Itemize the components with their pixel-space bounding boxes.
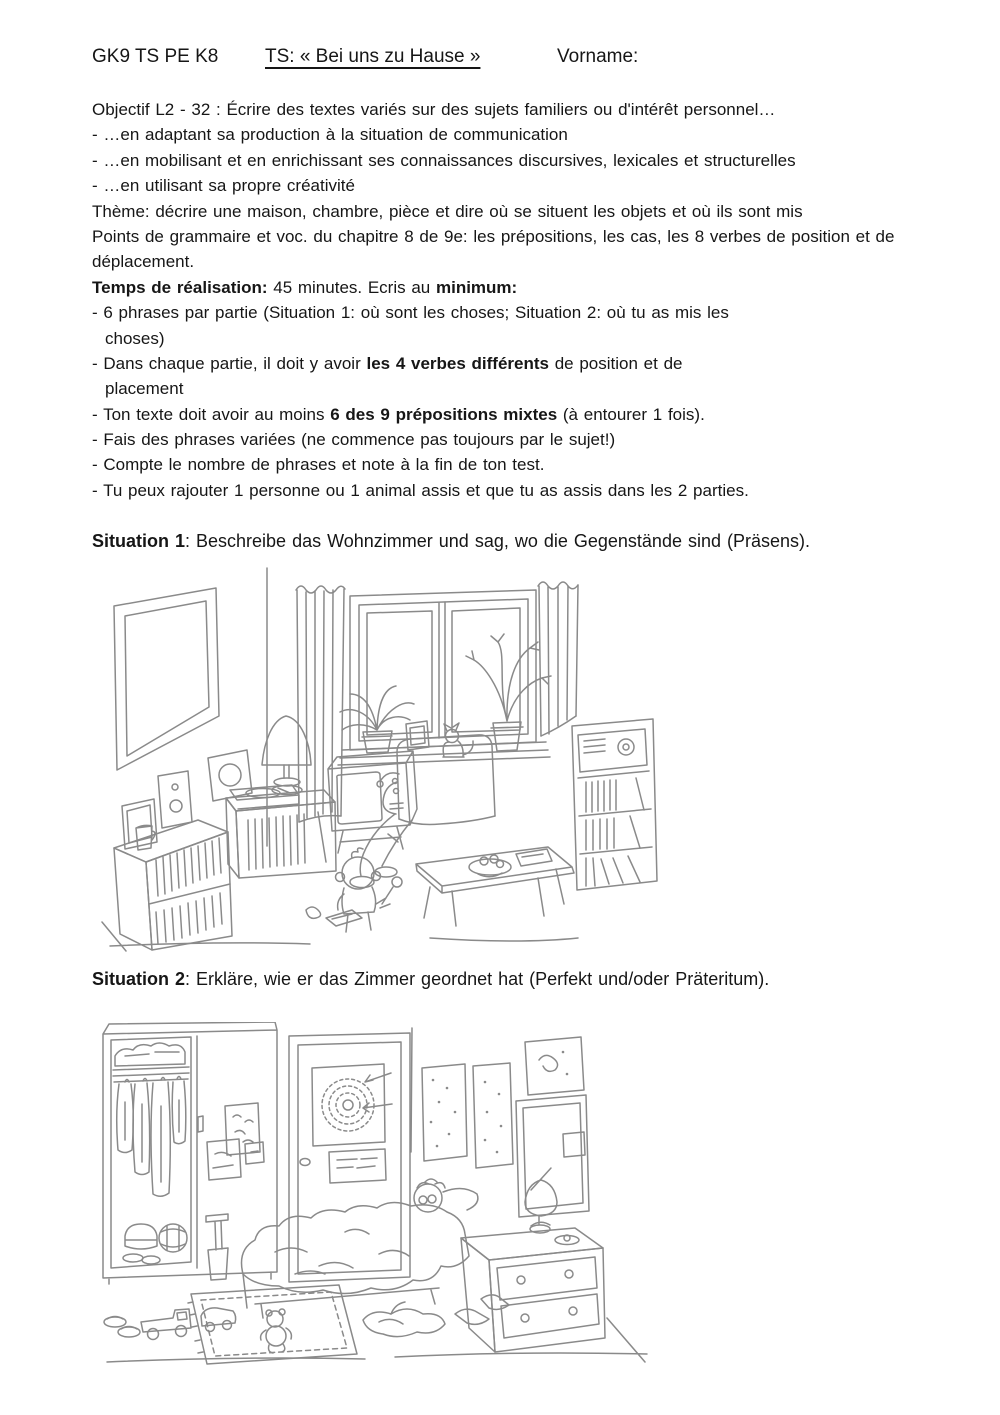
instruction-line: [92, 376, 894, 401]
instruction-line: [92, 427, 894, 452]
text-segment: 45 minutes. Ecris au: [267, 277, 436, 297]
text-segment: - Ton texte doit avoir au moins: [92, 404, 331, 424]
text-segment: - 6 phrases par partie (Situation 1: où sont les choses; Situation 2: où tu as mis les: [92, 303, 729, 323]
bookshelf-right: [572, 719, 657, 890]
star-posters: [422, 1063, 513, 1168]
spider-plant: [340, 686, 414, 753]
text-segment: Temps de réalisation:: [92, 277, 268, 297]
low-bookshelf-left: [114, 820, 232, 950]
floor-lines: [107, 1318, 647, 1362]
grammar-points-line: [92, 224, 894, 249]
situation2-heading: [92, 969, 769, 990]
text-segment: - Fais des phrases variées (ne commence pas toujours par le sujet!): [92, 430, 616, 450]
floor-toys: [306, 877, 402, 926]
sleeping-person: [414, 1179, 478, 1212]
theme-line: [92, 199, 894, 224]
clothes-pile: [363, 1302, 445, 1337]
text-segment: placement: [105, 379, 184, 399]
text-segment: - Dans chaque partie, il doit y avoir: [92, 353, 367, 373]
vorname-label: Vorname:: [557, 46, 639, 67]
objectif-bullet: [92, 173, 894, 198]
messy-bed: [242, 1202, 470, 1318]
text-segment: 6 des 9 prépositions mixtes: [330, 404, 558, 424]
instruction-line: [92, 402, 894, 427]
text-segment: (à entourer 1 fois).: [557, 404, 705, 424]
situation1-text: : Beschreibe das Wohnzimmer und sag, wo die Gegenstände sind (Präsens).: [185, 531, 811, 551]
situation1-heading: [92, 531, 810, 552]
slippers: [104, 1317, 140, 1338]
wall-sketch: [525, 1037, 584, 1095]
instruction-line: [92, 351, 894, 376]
text-segment: minimum:: [435, 277, 518, 297]
text-segment: - …en adaptant sa production à la situation de communication: [92, 125, 568, 145]
text-segment: - …en utilisant sa propre créativité: [92, 176, 355, 196]
teddy-bear: [261, 1309, 292, 1353]
bedroom-illustration: [95, 1022, 660, 1370]
toy-car: [201, 1308, 236, 1332]
table-lamp: [262, 716, 311, 795]
potted-plant: [466, 634, 551, 751]
situation2-label: Situation 2: [92, 969, 186, 989]
record-player-cabinet: [226, 785, 336, 878]
toy-truck: [141, 1309, 191, 1340]
wall-corner: [411, 1028, 412, 1152]
text-segment: de position et de: [549, 353, 683, 373]
situation2-text: : Erkläre, wie er das Zimmer geordnet hat (Perfekt und/oder Präteritum).: [185, 969, 770, 989]
text-segment: Thème: décrire une maison, chambre, pièce et dire où se situent les objets et où ils sont mis: [92, 201, 803, 221]
text-segment: Points de grammaire et voc. du chapitre 8 de 9e: les prépositions, les cas, les 8 verbes de position et de: [92, 226, 895, 246]
instruction-line: [92, 452, 894, 477]
speaker: [158, 771, 192, 828]
instruction-line: [92, 300, 894, 325]
test-title: TS: « Bei uns zu Hause »: [265, 46, 481, 67]
posters-on-wardrobe-door: [207, 1103, 264, 1180]
sneakers: [455, 1295, 509, 1324]
course-code: GK9 TS PE K8: [92, 46, 219, 67]
curtain-right: [538, 582, 578, 736]
door: [289, 1033, 410, 1282]
objectif-bullet: [92, 122, 894, 147]
coffee-table: [416, 847, 574, 926]
picture-frame: [114, 588, 219, 770]
mirror: [516, 1095, 589, 1217]
dartboard-poster: [312, 1064, 392, 1146]
text-segment: déplacement.: [92, 252, 195, 272]
time-requirement-line: [92, 275, 894, 300]
instruction-line: [92, 478, 894, 503]
objectif-bullet: [92, 148, 894, 173]
text-segment: - Tu peux rajouter 1 personne ou 1 animal assis et que tu as assis dans les 2 parties.: [92, 480, 749, 500]
nightstand: [461, 1228, 605, 1352]
text-segment: - …en mobilisant et en enrichissant ses connaissances discursives, lexicales et structurelles: [92, 150, 796, 170]
text-segment: choses): [105, 328, 165, 348]
sill-photo-frame: [406, 721, 429, 750]
instructions-block: [92, 97, 894, 503]
text-segment: Objectif L2 - 32 : Écrire des textes variés sur des sujets familiers ou d'intérêt personnel…: [92, 100, 776, 119]
objectif-intro: [92, 97, 894, 122]
toy-spade: [206, 1214, 228, 1280]
door-sign: [329, 1149, 386, 1183]
text-segment: les 4 verbes différents: [366, 353, 549, 373]
living-room-illustration: [100, 566, 660, 956]
grammar-points-line: [92, 249, 894, 274]
instruction-line: [92, 326, 894, 351]
text-segment: - Compte le nombre de phrases et note à la fin de ton test.: [92, 455, 545, 475]
cat: [443, 723, 473, 757]
situation1-label: Situation 1: [92, 531, 186, 551]
